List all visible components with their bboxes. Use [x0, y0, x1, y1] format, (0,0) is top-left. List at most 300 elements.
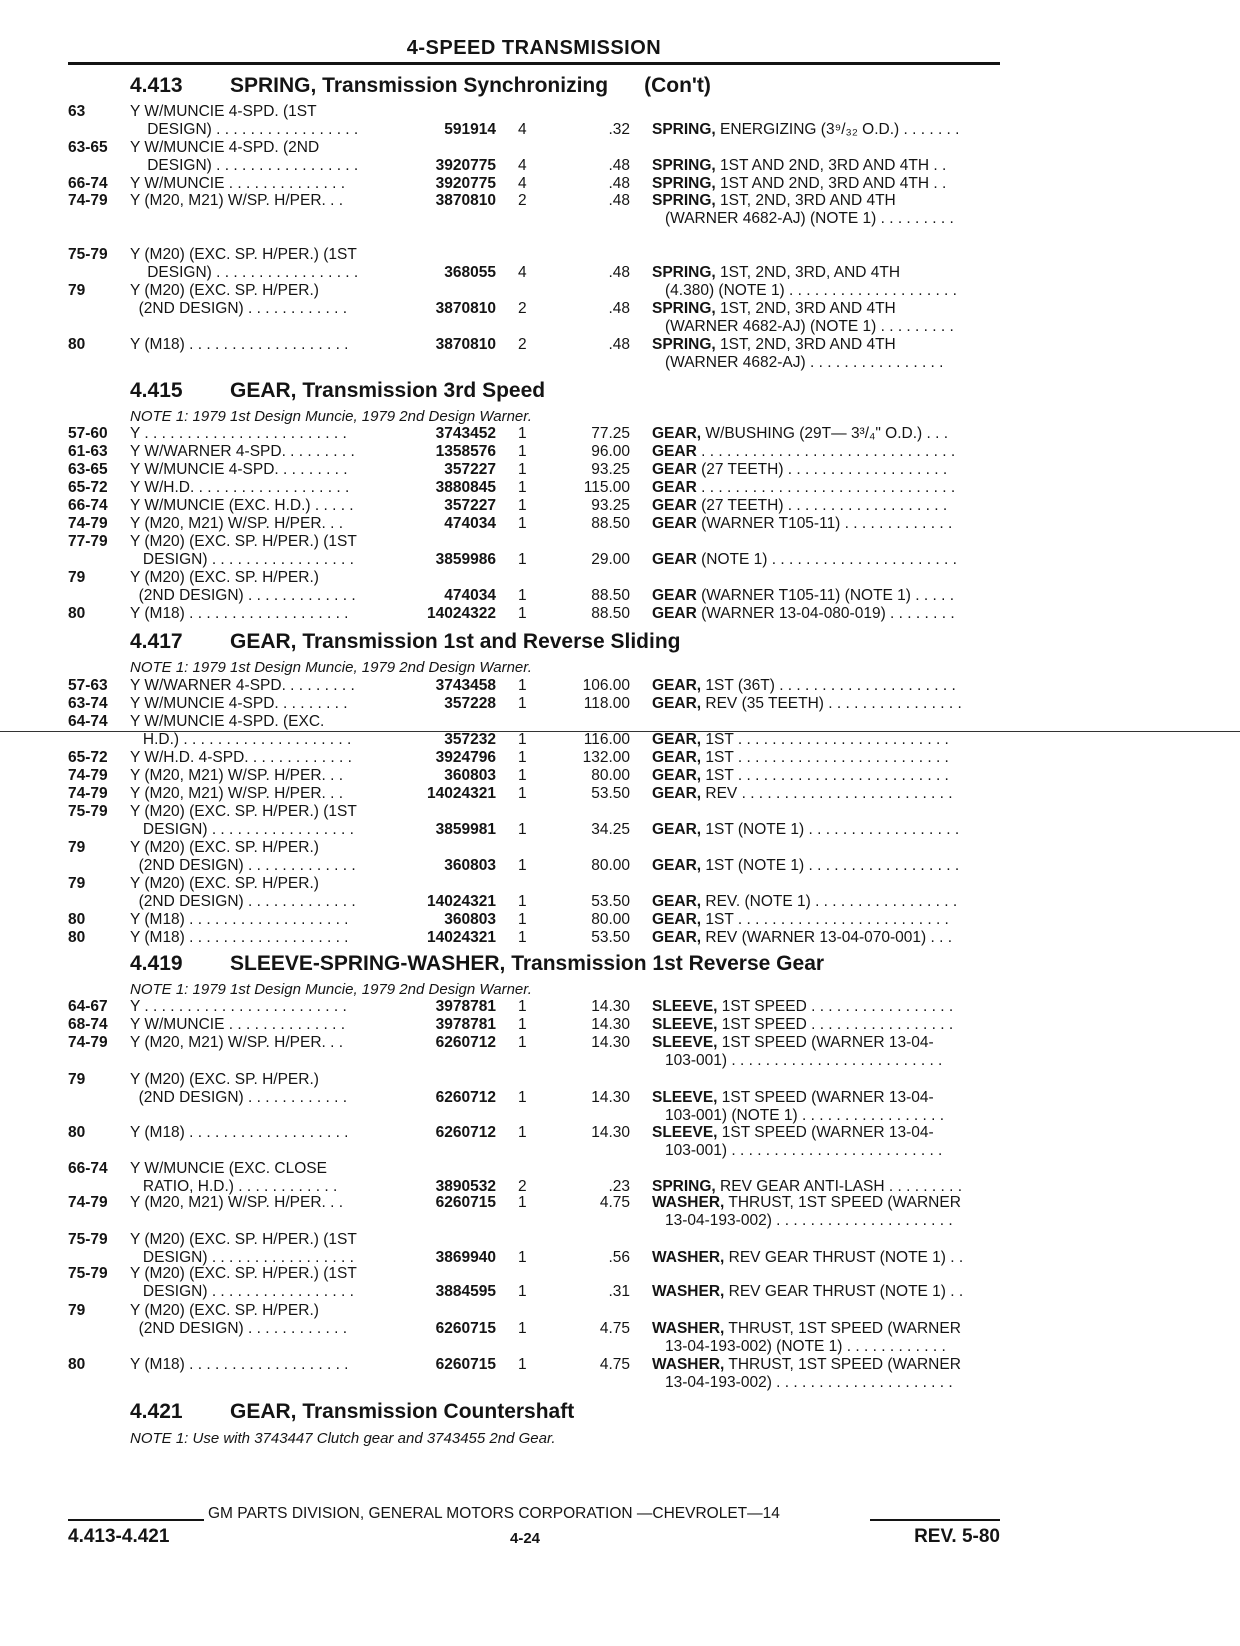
model-year: 77-79 [68, 533, 108, 550]
part-number: 3859981 [435, 821, 496, 838]
part-name: SPRING, [652, 336, 716, 353]
price: .48 [608, 157, 630, 174]
application: Y (M20, M21) W/SP. H/PER. . . [130, 785, 344, 802]
quantity: 1 [518, 1320, 527, 1337]
part-number: 357227 [444, 497, 496, 514]
part-number: 6260715 [435, 1320, 496, 1337]
part-description [652, 821, 959, 839]
quantity: 1 [518, 551, 527, 568]
quantity: 1 [518, 1194, 527, 1211]
application: Y . . . . . . . . . . . . . . . . . . . . . . . . [130, 998, 347, 1015]
application: Y (M18) . . . . . . . . . . . . . . . . . . . [130, 605, 349, 622]
part-detail: THRUST, 1ST SPEED (WARNER [724, 1356, 961, 1373]
price: 80.00 [591, 767, 630, 784]
model-year: 64-67 [68, 998, 108, 1015]
section-title: GEAR, Transmission 1st and Reverse Sliding [230, 630, 681, 653]
part-name: SPRING, [652, 1178, 716, 1195]
model-year: 74-79 [68, 192, 108, 209]
title-rule [68, 62, 1000, 65]
part-number: 3743452 [435, 425, 496, 442]
price: 77.25 [591, 425, 630, 442]
price: 53.50 [591, 785, 630, 802]
price: 88.50 [591, 605, 630, 622]
part-description [652, 551, 957, 569]
model-year: 57-60 [68, 425, 108, 442]
quantity: 4 [518, 157, 527, 174]
quantity: 1 [518, 443, 527, 460]
application: Y W/MUNCIE 4-SPD. (1ST [130, 103, 317, 120]
quantity: 4 [518, 175, 527, 192]
application: Y W/MUNCIE (EXC. H.D.) . . . . . [130, 497, 354, 514]
part-number: 14024322 [427, 605, 496, 622]
table-row [0, 1071, 1240, 1124]
application: Y (M20) (EXC. SP. H/PER.) (1ST [130, 246, 357, 263]
application-continued: (2ND DESIGN) . . . . . . . . . . . . . [130, 587, 356, 604]
part-detail: 1ST SPEED . . . . . . . . . . . . . . . . . [717, 1016, 954, 1033]
price: 93.25 [591, 461, 630, 478]
model-year: 75-79 [68, 1231, 108, 1248]
part-description [652, 461, 947, 479]
model-year: 79 [68, 1302, 86, 1319]
part-description-continued: 103-001) (NOTE 1) . . . . . . . . . . . . . . . . . [665, 1107, 945, 1124]
part-detail: 1ST, 2ND, 3RD AND 4TH [715, 336, 896, 353]
part-description [652, 893, 957, 911]
price: .23 [608, 1178, 630, 1195]
quantity: 1 [518, 425, 527, 442]
application: Y . . . . . . . . . . . . . . . . . . . . . . . . [130, 425, 347, 442]
part-description [652, 998, 953, 1016]
quantity: 1 [518, 911, 527, 928]
application: Y (M20) (EXC. SP. H/PER.) [130, 282, 319, 299]
section-title: GEAR, Transmission 3rd Speed [230, 379, 546, 402]
part-name: GEAR, [652, 893, 702, 910]
model-year: 68-74 [68, 1016, 108, 1033]
part-detail: 1ST SPEED (WARNER 13-04- [717, 1034, 934, 1051]
quantity: 1 [518, 893, 527, 910]
part-name: GEAR, [652, 821, 702, 838]
price: .31 [608, 1283, 630, 1300]
part-description [652, 157, 946, 175]
model-year: 57-63 [68, 677, 108, 694]
application-continued: (2ND DESIGN) . . . . . . . . . . . . . [130, 893, 356, 910]
quantity: 1 [518, 821, 527, 838]
part-description [652, 929, 952, 947]
part-number: 360803 [444, 911, 496, 928]
section-title: GEAR, Transmission Countershaft [230, 1400, 575, 1423]
part-number: 3890532 [435, 1178, 496, 1195]
application: Y (M20, M21) W/SP. H/PER. . . [130, 1034, 344, 1051]
quantity: 4 [518, 121, 527, 138]
part-detail: 1ST (36T) . . . . . . . . . . . . . . . . . . . . . [701, 677, 956, 694]
part-number: 3743458 [435, 677, 496, 694]
table-row [0, 1034, 1240, 1072]
table-row [0, 713, 1240, 751]
model-year: 74-79 [68, 515, 108, 532]
table-row [0, 1265, 1240, 1303]
model-year: 79 [68, 1071, 86, 1088]
table-row [0, 282, 1240, 335]
footer-revision: REV. 5-80 [914, 1526, 1000, 1547]
part-description [652, 767, 949, 785]
part-number: 474034 [444, 587, 496, 604]
part-detail: 1ST AND 2ND, 3RD AND 4TH . . [715, 157, 947, 174]
model-year: 79 [68, 282, 86, 299]
part-detail: 1ST AND 2ND, 3RD AND 4TH . . [715, 175, 947, 192]
price: 115.00 [583, 479, 630, 496]
table-row [0, 803, 1240, 841]
section-heading [130, 1400, 574, 1424]
part-number: 3869940 [435, 1249, 496, 1266]
table-row [0, 1160, 1240, 1198]
model-year: 63-74 [68, 695, 108, 712]
section-note: NOTE 1: Use with 3743447 Clutch gear and 3743455 2nd Gear. [130, 1430, 556, 1447]
part-description [652, 425, 948, 443]
application: Y W/MUNCIE 4-SPD. (2ND [130, 139, 320, 156]
application: Y (M20, M21) W/SP. H/PER. . . [130, 515, 344, 532]
part-name: GEAR, [652, 767, 702, 784]
part-number: 3924796 [435, 749, 496, 766]
table-row [0, 875, 1240, 913]
section-number: 4.415 [130, 379, 183, 402]
part-description [652, 1356, 961, 1374]
model-year: 75-79 [68, 1265, 108, 1282]
table-row [0, 569, 1240, 607]
part-detail: REV (WARNER 13-04-070-001) . . . [701, 929, 953, 946]
part-description [652, 1034, 934, 1052]
price: 132.00 [582, 749, 630, 766]
footer-rule-left [68, 1519, 204, 1521]
model-year: 80 [68, 929, 86, 946]
application: Y W/MUNCIE 4-SPD. (EXC. [130, 713, 325, 730]
model-year: 80 [68, 605, 86, 622]
part-detail: REV . . . . . . . . . . . . . . . . . . . . . . . . . [701, 785, 953, 802]
part-name: SPRING, [652, 192, 716, 209]
part-name: GEAR [652, 605, 697, 622]
quantity: 1 [518, 767, 527, 784]
section-number: 4.413 [130, 74, 183, 97]
model-year: 75-79 [68, 803, 108, 820]
application: Y (M20) (EXC. SP. H/PER.) (1ST [130, 1265, 357, 1282]
part-number: 14024321 [427, 785, 496, 802]
part-number: 357227 [444, 461, 496, 478]
price: 118.00 [583, 695, 630, 712]
quantity: 4 [518, 264, 527, 281]
model-year: 80 [68, 1356, 86, 1373]
model-year: 65-72 [68, 479, 108, 496]
part-number: 3978781 [435, 998, 496, 1015]
table-row [0, 533, 1240, 571]
part-detail: 1ST SPEED (WARNER 13-04- [717, 1089, 934, 1106]
model-year: 80 [68, 911, 86, 928]
quantity: 2 [518, 336, 527, 353]
quantity: 1 [518, 1249, 527, 1266]
part-description [652, 1016, 953, 1034]
part-name: SLEEVE, [652, 1034, 718, 1051]
model-year: 64-74 [68, 713, 108, 730]
part-number: 6260712 [435, 1089, 496, 1106]
application-continued: DESIGN) . . . . . . . . . . . . . . . . . [130, 157, 359, 174]
application: Y (M20) (EXC. SP. H/PER.) [130, 1071, 319, 1088]
part-description [652, 1194, 961, 1212]
part-description [652, 192, 896, 210]
application-continued: DESIGN) . . . . . . . . . . . . . . . . . [130, 821, 354, 838]
part-name: GEAR [652, 497, 697, 514]
part-name: GEAR, [652, 425, 702, 442]
price: 4.75 [599, 1194, 630, 1211]
application: Y (M20, M21) W/SP. H/PER. . . [130, 767, 344, 784]
part-description [652, 443, 955, 461]
price: 80.00 [591, 857, 630, 874]
part-name: WASHER, [652, 1249, 725, 1266]
application-continued: DESIGN) . . . . . . . . . . . . . . . . . [130, 264, 359, 281]
model-year: 63-65 [68, 461, 108, 478]
part-detail: REV GEAR THRUST (NOTE 1) . . [724, 1249, 964, 1266]
part-detail: W/BUSHING (29T— 3³/₄" O.D.) . . . [701, 425, 949, 442]
part-number: 6260712 [435, 1034, 496, 1051]
part-description-continued: 13-04-193-002) . . . . . . . . . . . . . . . . . . . . . [665, 1212, 953, 1229]
part-description-continued: 103-001) . . . . . . . . . . . . . . . . . . . . . . . . . [665, 1052, 943, 1069]
part-description [652, 677, 956, 695]
model-year: 80 [68, 336, 86, 353]
table-row [0, 1194, 1240, 1232]
price: 96.00 [591, 443, 630, 460]
section-title: SLEEVE-SPRING-WASHER, Transmission 1st Reverse Gear [230, 952, 825, 975]
price: 88.50 [591, 515, 630, 532]
application-continued: RATIO, H.D.) . . . . . . . . . . . . [130, 1178, 338, 1195]
part-detail: THRUST, 1ST SPEED (WARNER [724, 1194, 961, 1211]
price: 14.30 [591, 998, 630, 1015]
section-number: 4.417 [130, 630, 183, 653]
page-title: 4-SPEED TRANSMISSION [406, 37, 662, 59]
quantity: 1 [518, 731, 527, 748]
model-year: 63-65 [68, 139, 108, 156]
part-number: 6260715 [435, 1356, 496, 1373]
quantity: 2 [518, 192, 527, 209]
part-name: GEAR, [652, 911, 702, 928]
part-description-continued: (WARNER 4682-AJ) (NOTE 1) . . . . . . . . . [665, 318, 954, 335]
part-description [652, 785, 953, 803]
part-name: GEAR [652, 461, 697, 478]
part-detail: REV GEAR THRUST (NOTE 1) . . [724, 1283, 964, 1300]
section-title: SPRING, Transmission Synchronizing [230, 74, 609, 97]
footer-page-number: 4-24 [510, 1530, 541, 1547]
quantity: 1 [518, 1016, 527, 1033]
part-number: 3870810 [435, 336, 496, 353]
price: .48 [608, 192, 630, 209]
price: 106.00 [582, 677, 630, 694]
part-detail: 1ST SPEED (WARNER 13-04- [717, 1124, 934, 1141]
part-name: WASHER, [652, 1320, 725, 1337]
part-detail: 1ST, 2ND, 3RD, AND 4TH [715, 264, 901, 281]
model-year: 79 [68, 875, 86, 892]
price: 14.30 [591, 1016, 630, 1033]
part-name: WASHER, [652, 1356, 725, 1373]
part-description [652, 1124, 934, 1142]
part-description [652, 175, 946, 193]
application: Y (M20) (EXC. SP. H/PER.) [130, 1302, 319, 1319]
part-detail: (NOTE 1) . . . . . . . . . . . . . . . . . . . . . . [696, 551, 957, 568]
footer-section-range: 4.413-4.421 [68, 1526, 170, 1547]
table-row [0, 839, 1240, 877]
part-detail: 1ST, 2ND, 3RD AND 4TH [715, 192, 896, 209]
part-description [652, 515, 952, 533]
table-row [0, 336, 1240, 374]
quantity: 1 [518, 605, 527, 622]
application-continued: (2ND DESIGN) . . . . . . . . . . . . . [130, 857, 356, 874]
table-row [0, 246, 1240, 299]
part-detail: 1ST (NOTE 1) . . . . . . . . . . . . . . . . . . [701, 857, 960, 874]
section-number: 4.419 [130, 952, 183, 975]
application: Y (M20) (EXC. SP. H/PER.) (1ST [130, 1231, 357, 1248]
part-detail: REV. (NOTE 1) . . . . . . . . . . . . . . . . . [701, 893, 958, 910]
part-detail: REV (35 TEETH) . . . . . . . . . . . . . . . . [701, 695, 962, 712]
quantity: 1 [518, 785, 527, 802]
quantity: 1 [518, 1034, 527, 1051]
part-number: 3880845 [435, 479, 496, 496]
model-year: 75-79 [68, 246, 108, 263]
application-continued: DESIGN) . . . . . . . . . . . . . . . . . [130, 121, 359, 138]
table-row [0, 1302, 1240, 1355]
part-name: GEAR, [652, 677, 702, 694]
part-description-continued: (4.380) (NOTE 1) . . . . . . . . . . . . . . . . . . . . [665, 282, 957, 299]
quantity: 1 [518, 1356, 527, 1373]
part-name: SPRING, [652, 157, 716, 174]
part-number: 360803 [444, 857, 496, 874]
price: 80.00 [591, 911, 630, 928]
part-number: 3978781 [435, 1016, 496, 1033]
part-name: SLEEVE, [652, 998, 718, 1015]
part-name: SLEEVE, [652, 1016, 718, 1033]
model-year: 74-79 [68, 767, 108, 784]
part-detail: . . . . . . . . . . . . . . . . . . . . . . . . . . . . . . [696, 443, 956, 460]
section-note: NOTE 1: 1979 1st Design Muncie, 1979 2nd Design Warner. [130, 408, 532, 425]
part-number: 14024321 [427, 893, 496, 910]
part-name: GEAR, [652, 695, 702, 712]
part-detail: 1ST, 2ND, 3RD AND 4TH [715, 300, 896, 317]
section-number: 4.421 [130, 1400, 183, 1423]
part-number: 3884595 [435, 1283, 496, 1300]
part-number: 3920775 [435, 175, 496, 192]
model-year: 66-74 [68, 175, 108, 192]
application: Y W/MUNCIE (EXC. CLOSE [130, 1160, 327, 1177]
quantity: 1 [518, 695, 527, 712]
part-number: 474034 [444, 515, 496, 532]
application: Y (M18) . . . . . . . . . . . . . . . . . . . [130, 1356, 349, 1373]
model-year: 74-79 [68, 1194, 108, 1211]
price: .48 [608, 300, 630, 317]
part-description [652, 695, 962, 713]
application: Y (M20) (EXC. SP. H/PER.) (1ST [130, 533, 357, 550]
section-heading [130, 952, 824, 976]
part-number: 3870810 [435, 300, 496, 317]
quantity: 2 [518, 1178, 527, 1195]
section-heading [130, 379, 545, 403]
part-detail: THRUST, 1ST SPEED (WARNER [724, 1320, 961, 1337]
application: Y W/WARNER 4-SPD. . . . . . . . . [130, 443, 355, 460]
part-description [652, 749, 949, 767]
part-name: WASHER, [652, 1283, 725, 1300]
part-name: GEAR, [652, 857, 702, 874]
part-description-continued: 13-04-193-002) (NOTE 1) . . . . . . . . . . . . [665, 1338, 946, 1355]
quantity: 1 [518, 479, 527, 496]
model-year: 63 [68, 103, 86, 120]
application: Y W/MUNCIE . . . . . . . . . . . . . . [130, 175, 346, 192]
part-number: 14024321 [427, 929, 496, 946]
part-name: GEAR [652, 515, 697, 532]
price: 4.75 [599, 1320, 630, 1337]
application: Y (M20) (EXC. SP. H/PER.) (1ST [130, 803, 357, 820]
part-detail: (27 TEETH) . . . . . . . . . . . . . . . . . . . [696, 461, 948, 478]
price: .48 [608, 175, 630, 192]
application: Y (M18) . . . . . . . . . . . . . . . . . . . [130, 1124, 349, 1141]
part-detail: 1ST . . . . . . . . . . . . . . . . . . . . . . . . . [701, 767, 949, 784]
price: 53.50 [591, 893, 630, 910]
part-number: 368055 [444, 264, 496, 281]
application: Y (M20) (EXC. SP. H/PER.) [130, 839, 319, 856]
part-name: SPRING, [652, 121, 716, 138]
part-number: 3870810 [435, 192, 496, 209]
part-detail: ENERGIZING (3⁹/₃₂ O.D.) . . . . . . . [715, 121, 960, 138]
part-description-continued: 103-001) . . . . . . . . . . . . . . . . . . . . . . . . . [665, 1142, 943, 1159]
part-number: 6260715 [435, 1194, 496, 1211]
part-name: WASHER, [652, 1194, 725, 1211]
application: Y (M20, M21) W/SP. H/PER. . . [130, 192, 344, 209]
application: Y W/WARNER 4-SPD. . . . . . . . . [130, 677, 355, 694]
application: Y W/MUNCIE . . . . . . . . . . . . . . [130, 1016, 346, 1033]
part-number: 357228 [444, 695, 496, 712]
part-description [652, 911, 949, 929]
part-name: SLEEVE, [652, 1089, 718, 1106]
price: 88.50 [591, 587, 630, 604]
quantity: 1 [518, 929, 527, 946]
application-continued: DESIGN) . . . . . . . . . . . . . . . . . [130, 1249, 354, 1266]
application: Y (M18) . . . . . . . . . . . . . . . . . . . [130, 929, 349, 946]
price: .56 [608, 1249, 630, 1266]
table-row [0, 1124, 1240, 1162]
table-row [0, 103, 1240, 141]
section-continued: (Con't) [644, 74, 711, 97]
price: 29.00 [591, 551, 630, 568]
model-year: 61-63 [68, 443, 108, 460]
part-description-continued: (WARNER 4682-AJ) . . . . . . . . . . . . . . . . [665, 354, 944, 371]
part-description [652, 1089, 934, 1107]
table-row [0, 1356, 1240, 1394]
part-description [652, 479, 955, 497]
part-number: 3859986 [435, 551, 496, 568]
application-continued: DESIGN) . . . . . . . . . . . . . . . . . [130, 1283, 354, 1300]
part-name: SPRING, [652, 300, 716, 317]
model-year: 66-74 [68, 497, 108, 514]
part-name: GEAR [652, 587, 697, 604]
part-description [652, 587, 954, 605]
part-name: GEAR, [652, 749, 702, 766]
section-heading [130, 74, 711, 98]
part-detail: 1ST (NOTE 1) . . . . . . . . . . . . . . . . . . [701, 821, 960, 838]
part-detail: . . . . . . . . . . . . . . . . . . . . . . . . . . . . . . [696, 479, 956, 496]
part-detail: (WARNER T105-11) (NOTE 1) . . . . . [696, 587, 955, 604]
model-year: 66-74 [68, 1160, 108, 1177]
part-description [652, 121, 959, 139]
part-description [652, 1320, 961, 1338]
application-continued: H.D.) . . . . . . . . . . . . . . . . . . . . [130, 731, 352, 748]
price: .48 [608, 336, 630, 353]
part-description-continued: 13-04-193-002) . . . . . . . . . . . . . . . . . . . . . [665, 1374, 953, 1391]
application: Y W/H.D. 4-SPD. . . . . . . . . . . . . [130, 749, 352, 766]
part-name: GEAR, [652, 785, 702, 802]
section-note: NOTE 1: 1979 1st Design Muncie, 1979 2nd Design Warner. [130, 659, 532, 676]
price: 116.00 [583, 731, 630, 748]
application: Y (M20, M21) W/SP. H/PER. . . [130, 1194, 344, 1211]
